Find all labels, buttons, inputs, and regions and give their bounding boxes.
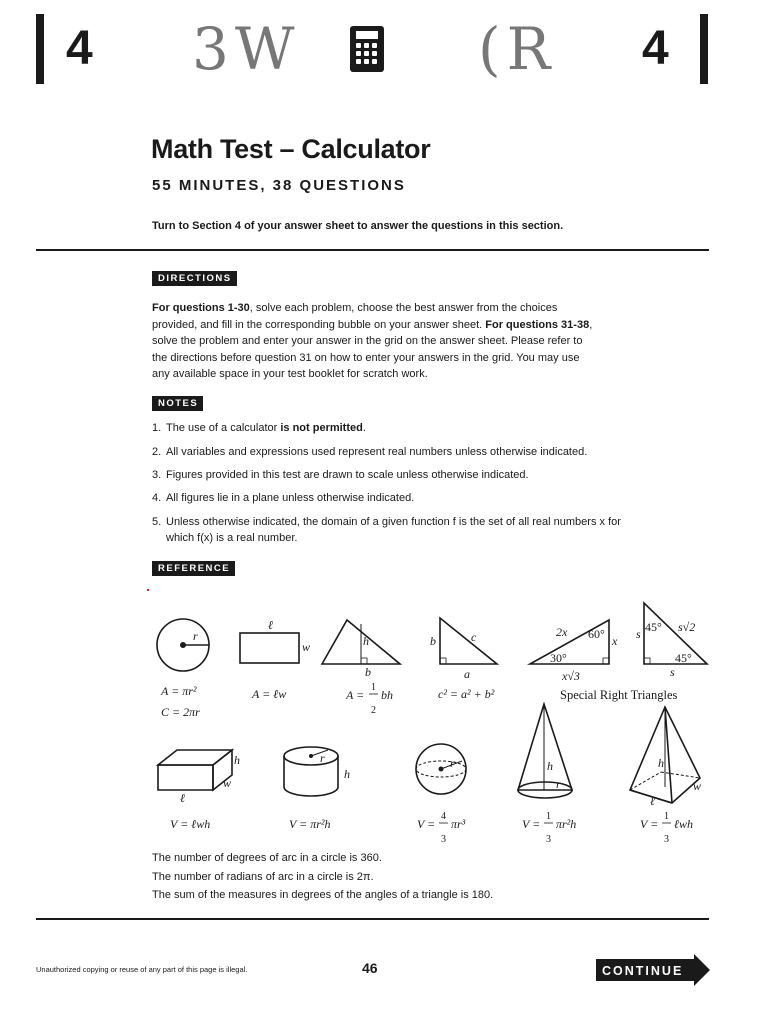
red-dot [147, 589, 149, 591]
notes-label: NOTES [152, 396, 203, 411]
svg-text:w: w [223, 776, 232, 790]
svg-text:2x: 2x [556, 625, 568, 639]
svg-text:πr³: πr³ [451, 817, 466, 831]
svg-text:s√2: s√2 [678, 620, 696, 634]
svg-text:ℓ: ℓ [650, 794, 655, 808]
rectangle-figure [240, 633, 299, 663]
svg-text:45°: 45° [645, 620, 662, 634]
svg-text:w: w [302, 640, 311, 654]
handwritten-mark-left: 3W [192, 15, 301, 83]
svg-text:1: 1 [664, 811, 669, 822]
svg-text:ℓ: ℓ [268, 618, 273, 632]
svg-text:s: s [670, 665, 675, 679]
reference-label: REFERENCE [152, 561, 235, 576]
svg-text:h: h [344, 767, 350, 781]
note-item-3: 3. Figures provided in this test are drawn to scale unless otherwise indicated. [152, 469, 529, 481]
continue-label: CONTINUE [602, 964, 684, 978]
svg-text:h: h [363, 634, 369, 648]
page-title: Math Test – Calculator [151, 134, 431, 164]
calculator-icon [350, 26, 384, 72]
page-subtitle: 55 MINUTES, 38 QUESTIONS [152, 177, 406, 194]
svg-text:r: r [556, 777, 561, 791]
section-number-left: 4 [66, 22, 93, 75]
directions-text: For questions 1-30, solve each problem, choose the best answer from the choices provided, and fill in the corresponding bubble on your answer sheet. For questions 31-38, solve the problem and enter your answer in the grid on the answer sheet. Please refer to the directions before question 31 on how to enter your answers in the grid. You may use any available space in your test booklet for scratch work. [152, 302, 593, 380]
svg-text:x: x [612, 634, 618, 648]
svg-text:45°: 45° [675, 651, 692, 665]
svg-text:1: 1 [546, 811, 551, 822]
bottom-divider [36, 918, 709, 920]
header-left-bar [36, 14, 44, 84]
cone-figure [518, 704, 572, 790]
svg-text:a: a [464, 667, 470, 681]
svg-text:h: h [234, 753, 240, 767]
svg-text:c: c [471, 630, 477, 644]
reference-figures [0, 600, 768, 850]
note-item-5: 5. Unless otherwise indicated, the domain of a given function f is the set of all real numbers x for which f(x) is a real number. [152, 516, 621, 544]
directions-label: DIRECTIONS [152, 271, 237, 286]
special-triangles-caption: Special Right Triangles [560, 688, 678, 702]
continue-arrow-icon [596, 954, 710, 986]
svg-text:w: w [693, 779, 702, 793]
circle-circumference-formula: C = 2πr [161, 705, 200, 719]
svg-text:r: r [193, 629, 198, 643]
handwritten-mark-right: (R [478, 15, 557, 83]
svg-text:s: s [636, 627, 641, 641]
svg-text:4: 4 [441, 811, 446, 822]
section-number-right: 4 [642, 22, 669, 75]
svg-text:ℓwh: ℓwh [674, 817, 694, 831]
svg-text:b: b [430, 634, 436, 648]
svg-text:V =: V = [522, 817, 541, 831]
cylinder-volume-formula: V = πr²h [289, 817, 331, 831]
svg-text:2: 2 [371, 705, 376, 716]
svg-text:1: 1 [371, 682, 376, 693]
box-volume-formula: V = ℓwh [170, 817, 211, 831]
right-triangle-figure [440, 618, 497, 664]
svg-text:A =: A = [346, 688, 365, 702]
svg-text:r: r [320, 751, 325, 765]
svg-text:ℓ: ℓ [180, 791, 185, 805]
svg-text:3: 3 [546, 834, 551, 845]
svg-text:r: r [450, 756, 455, 770]
svg-text:3: 3 [441, 834, 446, 845]
pythagorean-formula: c² = a² + b² [438, 687, 495, 701]
svg-text:b: b [365, 665, 371, 679]
svg-text:V =: V = [417, 817, 436, 831]
reference-facts: The number of degrees of arc in a circle is 360. The number of radians of arc in a circle is 2π. The sum of the measures in degrees of the angles of a triangle is 180. [152, 852, 494, 901]
svg-text:πr²h: πr²h [556, 817, 577, 831]
svg-text:h: h [547, 759, 553, 773]
note-item-1: 1. The use of a calculator is not permitted. [152, 422, 366, 434]
note-item-4: 4. All figures lie in a plane unless otherwise indicated. [152, 492, 415, 504]
box-figure [158, 765, 213, 790]
copyright-notice: Unauthorized copying or reuse of any part of this page is illegal. [36, 965, 248, 974]
rectangle-area-formula: A = ℓw [252, 687, 287, 701]
svg-text:x√3: x√3 [562, 669, 580, 683]
page-number: 46 [362, 960, 378, 976]
svg-text:h: h [658, 756, 664, 770]
instruction-text: Turn to Section 4 of your answer sheet to answer the questions in this section. [152, 220, 564, 232]
header-right-bar [700, 14, 708, 84]
section-header [36, 14, 708, 84]
svg-text:30°: 30° [550, 651, 567, 665]
svg-text:3: 3 [664, 834, 669, 845]
note-item-2: 2. All variables and expressions used represent real numbers unless otherwise indicated. [152, 446, 588, 458]
svg-text:60°: 60° [588, 627, 605, 641]
svg-text:V =: V = [640, 817, 659, 831]
top-divider [36, 249, 709, 251]
svg-text:bh: bh [381, 688, 393, 702]
circle-area-formula: A = πr² [161, 684, 197, 698]
